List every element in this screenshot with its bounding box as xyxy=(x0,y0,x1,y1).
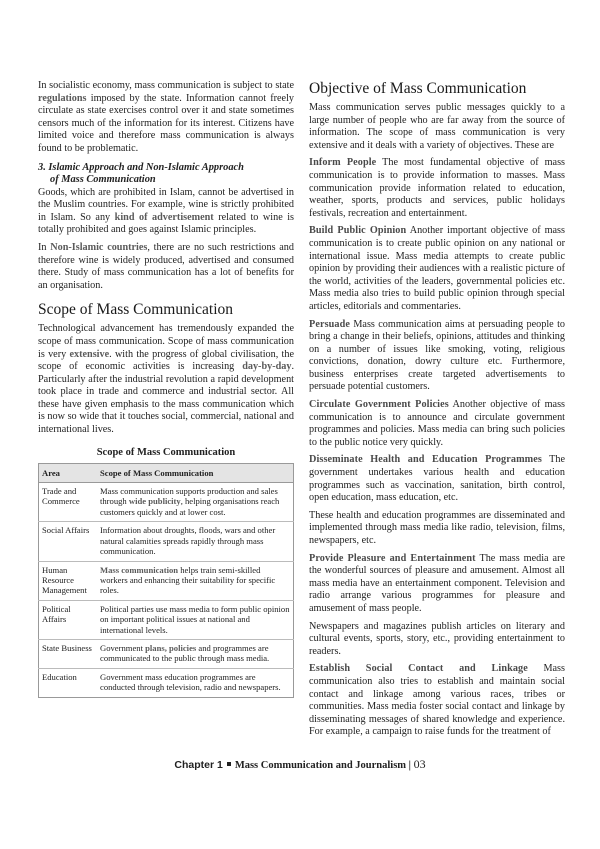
objective-item: Persuade Mass communication aims at persuading people to bring a change in their beliefs, opinions, attitudes and thinking on a number of issues like smoking, voting, religious convictions, donation, dowry culture etc. Furthermore, business enterprises create targeted advertisements to persuade potential customers. xyxy=(309,318,565,393)
footer-separator: | xyxy=(408,760,411,771)
table-cell-scope: Government plans, policies and programmes are communicated to the public through mass media. xyxy=(97,639,294,668)
table-row xyxy=(39,668,294,697)
objective-keyword: Establish Social Contact and Linkage xyxy=(309,663,528,675)
objective-item: Inform People The most fundamental objective of mass communication is to provide information to masses. Mass communication provide information related to education, weather, sports, products and services, public holidays festivals, recreation and entertainment. xyxy=(309,157,566,219)
objective-keyword: Disseminate Health and Education Programmes xyxy=(309,454,542,466)
table-cell-scope: Mass communication helps train semi-skilled workers and enhancing their suitability for specific roles. xyxy=(97,561,294,600)
objective-item: These health and education programmes are disseminated and implemented through mass media like radio, television, films, newspapers, etc. xyxy=(309,509,565,546)
keyword-extensive: extensive xyxy=(69,348,110,360)
keyword-regulations: regulations xyxy=(38,92,87,104)
objective-item: Circulate Government Policies Another objective of mass communication is to announce and circulate government programmes and policies. Mass media can bring such policies to the public notice very quickly. xyxy=(309,399,565,448)
table-cell-area: Trade and Commerce xyxy=(42,486,80,507)
objective-keyword: Circulate Government Policies xyxy=(309,399,449,411)
table-row xyxy=(39,600,294,639)
scope-table xyxy=(38,463,294,698)
footer-square-icon xyxy=(227,762,231,766)
table-row xyxy=(39,483,294,522)
table-cell-scope: Mass communication supports production and sales through wide publicity, helping organisations reach customers quickly and at lower cost. xyxy=(100,486,280,517)
table-cell-scope: Information about droughts, floods, wars and other natural calamities spreads rapidly through mass communication. xyxy=(97,522,294,561)
heading-objective: Objective of Mass Communication xyxy=(309,80,527,97)
objective-keyword: Build Public Opinion xyxy=(309,225,407,237)
table-row xyxy=(39,522,294,561)
subheading-islamic-approach: 3. Islamic Approach and Non-Islamic Approach xyxy=(38,161,244,173)
table-cell-area: Education xyxy=(39,668,98,697)
objective-keyword: Persuade xyxy=(309,318,350,330)
page-number: 03 xyxy=(413,757,426,771)
objective-item: Establish Social Contact and Linkage Mass communication also tries to establish and maintain social contact and linkage among various races, tribes or communities. Mass media foster social contact and linkage by disseminating messages of shared knowledge and experience. For example, a campaign to raise funds for the treatment of xyxy=(309,663,565,738)
table-cell-scope: Political parties use mass media to form public opinion on important political issues at national and international levels. xyxy=(97,600,294,639)
table-header-scope: Scope of Mass Communication xyxy=(97,463,294,482)
table-row xyxy=(39,561,294,600)
heading-scope: Scope of Mass Communication xyxy=(38,301,234,319)
objective-item: Build Public Opinion Another important objective of mass communication is to create public opinion on any national or international issue. Mass media attempts to create public opinion by providing their audiences with a realistic picture of the world, activities of the leaders, governmental policies etc. Mass media also tries to build public opinion through special articles, editorials and commentaries. xyxy=(309,225,565,312)
footer-chapter: Chapter 1 xyxy=(174,759,223,771)
table-cell-area: State Business xyxy=(39,639,98,668)
table-cell-scope: Government mass education programmes are conducted through television, radio and newspapers. xyxy=(97,668,294,697)
table-cell-area: Political Affairs xyxy=(39,600,98,639)
objective-keyword: Inform People xyxy=(309,157,377,169)
keyword-day-by-day: day-by-day xyxy=(242,361,292,373)
footer-chapter-title: Mass Communication and Journalism xyxy=(234,760,407,771)
paragraph-socialistic: In socialistic economy, mass communication is subject to state regulations imposed by the state. Information cannot freely circulate as state exercises control over it and state sometimes censors much of the information for its interest. Citizens have limited voice and therefore mass communication is always found to be problematic. xyxy=(38,80,294,154)
objective-item: Disseminate Health and Education Programmes The government undertakes various health and education programmes such as vaccination, sanitation, birth control, open education, mass education, etc. xyxy=(309,454,565,504)
table-row xyxy=(39,639,294,668)
paragraph-non-islamic: In Non-Islamic countries, there are no such restrictions and therefore wine is widely produced, advertised and consumed there. Study of mass communication has a lot of benefits for an organisation. xyxy=(38,241,294,291)
keyword-advertisement: kind of advertisement xyxy=(114,211,214,223)
paragraph-islam-goods: Goods, which are prohibited in Islam, cannot be advertised in the Muslim countries. For example, wine is strictly prohibited in Islam. So any kind of advertisement related to wine is totally prohibited and goes against Islamic principles. xyxy=(38,186,295,236)
objective-item: Newspapers and magazines publish articles on literary and cultural events, sports, story, etc., providing entertainment to readers. xyxy=(309,620,565,657)
subheading-islamic-approach-cont: of Mass Communication xyxy=(50,173,156,185)
objective-item: Provide Pleasure and Entertainment The mass media are the wonderful sources of pleasure and amusement. Almost all mass media have an entertainment component. Television and radio arrange various programmes for pleasure and amusement of mass people. xyxy=(309,552,565,614)
right-column xyxy=(309,80,565,744)
left-column xyxy=(38,80,294,698)
table-cell-area: Human Resource Management xyxy=(39,561,98,600)
keyword-non-islamic: Non-Islamic countries xyxy=(50,241,148,253)
table-header-row xyxy=(39,463,294,482)
table-title: Scope of Mass Communication xyxy=(96,446,236,458)
paragraph-scope: Technological advancement has tremendously expanded the scope of mass communication. Scope of mass communication is very extensive. with the progress of global civilisation, the scope of economic activities is increasing day-by-day. Particularly after the industrial revolution a rapid development took place in trade and commerce and industrial sector. All these have given emphasis to the mass communication which is now so wide that it touches social, commercial, national and international lives. xyxy=(38,323,295,436)
page-footer xyxy=(0,757,600,772)
table-header-area: Area xyxy=(39,463,98,482)
objective-keyword: Provide Pleasure and Entertainment xyxy=(309,552,476,564)
table-cell-area: Social Affairs xyxy=(39,522,98,561)
paragraph-objective-intro: Mass communication serves public messages quickly to a large number of people who are far away from the source of information. The scope of mass communication is very extensive and it deals with a variety of objectives. These are xyxy=(309,102,565,151)
